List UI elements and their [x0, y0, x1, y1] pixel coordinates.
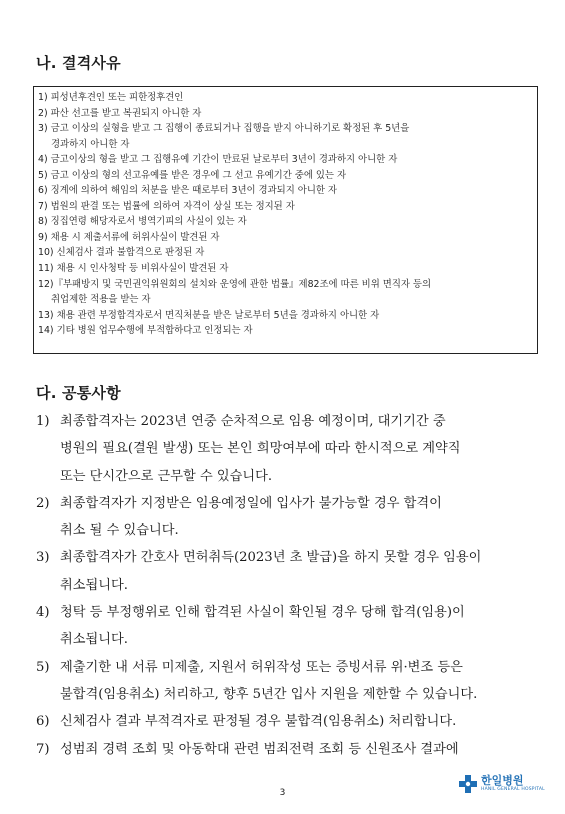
- item-text: [60, 599, 542, 654]
- disqualification-item: 13) 채용 관련 부정합격자로서 면직처분을 받은 날로부터 5년을 경과하지 아니한 자: [38, 309, 380, 321]
- disqualification-item: 11) 채용 시 인사청탁 등 비위사실이 발견된 자: [38, 263, 229, 275]
- item-number: 7): [36, 741, 50, 757]
- common-matters-list: [36, 408, 542, 763]
- item-number: 1): [36, 414, 50, 429]
- item-text-line: 최종합격자가 간호사 면허취득(2023년 초 발급)을 하지 못할 경우 임용이: [60, 550, 482, 566]
- disqualification-item: 10) 신체검사 결과 불합격으로 판정된 자: [38, 247, 205, 259]
- item-text: [60, 708, 542, 735]
- item-text-line: 취소 될 수 있습니다.: [60, 523, 179, 539]
- item-number: 4): [36, 605, 50, 621]
- item-text: [60, 736, 542, 763]
- section-title-disqualifications: 나. 결격사유: [36, 54, 121, 72]
- disqualification-item: 14) 기타 병원 업무수행에 부적합하다고 인정되는 자: [38, 325, 253, 337]
- common-matter-item: [36, 408, 542, 490]
- disqualification-item: 4) 금고이상의 형을 받고 그 집행유예 기간이 만료된 날로부터 3년이 경과하지 아니한 자: [38, 154, 398, 166]
- item-text-line: 성범죄 경력 조회 및 아동학대 관련 범죄전력 조회 등 신원조사 결과에: [60, 741, 459, 757]
- item-text: [60, 490, 542, 545]
- item-text-line: 최종합격자가 지정받은 임용예정일에 입사가 불가능할 경우 합격이: [60, 495, 442, 511]
- item-text-line: 신체검사 결과 부적격자로 판정될 경우 불합격(임용취소) 처리합니다.: [60, 714, 457, 730]
- disqualification-item: 9) 채용 시 제출서류에 허위사실이 발견된 자: [38, 231, 220, 243]
- common-matter-item: [36, 599, 542, 654]
- item-text: [60, 544, 542, 599]
- common-matter-item: [36, 736, 542, 763]
- item-text: [60, 654, 542, 709]
- logo-subtitle: HANIL GENERAL HOSPITAL: [481, 787, 545, 792]
- item-number: 2): [36, 495, 50, 511]
- disqualification-item: 3) 금고 이상의 실형을 받고 그 집행이 종료되거나 집행을 받지 아니하기로 확정된 후 5년을: [38, 123, 410, 135]
- item-text-line: 제출기한 내 서류 미제출, 지원서 허위작성 또는 증빙서류 위·변조 등은: [60, 659, 463, 675]
- item-text: [60, 408, 542, 490]
- item-number: 3): [36, 550, 50, 566]
- common-matter-item: [36, 544, 542, 599]
- item-number: 5): [36, 659, 50, 675]
- page-number: 3: [279, 788, 286, 798]
- item-text-line: 병원의 필요(결원 발생) 또는 본인 희망여부에 따라 한시적으로 계약직: [60, 441, 461, 457]
- logo-name: 한일병원: [481, 774, 524, 787]
- item-text-line: 불합격(임용취소) 처리하고, 향후 5년간 입사 지원을 제한할 수 있습니다.: [60, 686, 478, 702]
- disqualification-item: 7) 법원의 판결 또는 법률에 의하여 자격이 상실 또는 정지된 자: [38, 200, 295, 212]
- hospital-logo: [458, 772, 545, 798]
- common-matter-item: [36, 654, 542, 709]
- item-text-line: 취소됩니다.: [60, 577, 128, 593]
- hospital-cross-icon: [458, 774, 478, 794]
- item-text-line: 최종합격자는 2023년 연중 순차적으로 임용 예정이며, 대기기간 중: [60, 414, 446, 429]
- disqualification-item: 8) 징집연령 해당자로서 병역기피의 사실이 있는 자: [38, 216, 247, 228]
- disqualification-item: 1) 피성년후견인 또는 피한정후견인: [38, 92, 184, 103]
- disqualification-item: 취업제한 적용을 받는 자: [51, 294, 151, 306]
- section-title-common-matters: 다. 공통사항: [36, 384, 121, 402]
- common-matter-item: [36, 490, 542, 545]
- disqualification-box: [33, 86, 538, 354]
- disqualification-item: 2) 파산 선고를 받고 복권되지 아니한 자: [38, 107, 202, 119]
- disqualification-item: 12)『부패방지 및 국민권익위원회의 설치와 운영에 관한 법률』제82조에 따른 비위 면직자 등의: [38, 278, 432, 290]
- item-number: 6): [36, 714, 50, 730]
- disqualification-item: 6) 징계에 의하여 해임의 처분을 받은 때로부터 3년이 경과되지 아니한 자: [38, 185, 337, 197]
- item-text-line: 청탁 등 부정행위로 인해 합격된 사실이 확인될 경우 당해 합격(임용)이: [60, 605, 465, 621]
- common-matter-item: [36, 708, 542, 735]
- item-text-line: 또는 단시간으로 근무할 수 있습니다.: [60, 468, 273, 484]
- disqualification-item: 경과하지 아니한 자: [51, 138, 130, 150]
- disqualification-item: 5) 금고 이상의 형의 선고유예를 받은 경우에 그 선고 유예기간 중에 있는 자: [38, 169, 347, 181]
- item-text-line: 취소됩니다.: [60, 632, 128, 648]
